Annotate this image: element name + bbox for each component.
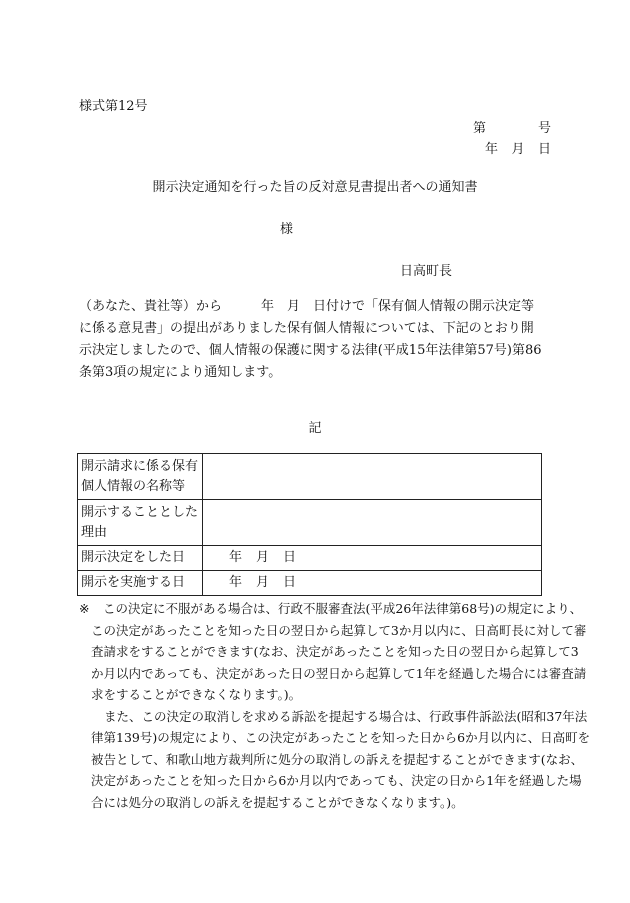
body-line: （あなた、貴社等）から 年 月 日付けで「保有個人情報の開示決定等 bbox=[79, 299, 535, 314]
notes-section bbox=[79, 598, 591, 813]
row-label-line: 理由 bbox=[81, 524, 108, 540]
date-month: 月 bbox=[256, 550, 270, 565]
row-label: 開示を実施する日 bbox=[78, 571, 203, 596]
table-row bbox=[78, 454, 542, 500]
row-date-value bbox=[203, 546, 542, 571]
row-label-line: 開示することとした bbox=[81, 504, 199, 520]
form-number: 様式第12号 bbox=[79, 99, 148, 114]
date-month: 月 bbox=[256, 575, 270, 590]
document-title: 開示決定通知を行った旨の反対意見書提出者への通知書 bbox=[152, 180, 478, 195]
row-value bbox=[203, 500, 542, 546]
note-paragraph bbox=[79, 706, 591, 814]
row-label bbox=[78, 454, 203, 500]
body-line: 示決定しましたので、個人情報の保護に関する法律(平成15年法律第57号)第86 bbox=[79, 343, 542, 358]
body-line: 条第3項の規定により通知します。 bbox=[79, 365, 282, 380]
date-year: 年 bbox=[229, 550, 243, 565]
document-date bbox=[485, 138, 551, 157]
row-label-line: 開示請求に係る保有 bbox=[81, 458, 199, 474]
date-day: 日 bbox=[537, 142, 551, 157]
date-day: 日 bbox=[283, 550, 297, 565]
note-line: 求をすることができなくなります。)。 bbox=[91, 687, 302, 702]
note-line: 被告として、和歌山地方裁判所に処分の取消しの訴えを提起することができます(なお、 bbox=[91, 751, 584, 767]
document-number bbox=[473, 117, 551, 136]
body-paragraph bbox=[79, 296, 551, 384]
note-line: この決定があったことを知った日の翌日から起算して3か月以内に、日高町長に対して審 bbox=[91, 622, 587, 638]
row-value bbox=[203, 454, 542, 500]
note-line: また、この決定の取消しを求める訴訟を提起する場合は、行政事件訴訟法(昭和37年法 bbox=[104, 708, 588, 724]
date-year: 年 bbox=[229, 575, 243, 590]
row-date-value bbox=[203, 571, 542, 596]
note-line: 査請求をすることができます(なお、決定があったことを知った日の翌日から起算して3 bbox=[91, 644, 579, 659]
row-label bbox=[78, 500, 203, 546]
note-line: か月以内であっても、決定があった日の翌日から起算して1年を経過した場合には審査請 bbox=[91, 665, 587, 681]
row-label-line: 個人情報の名称等 bbox=[81, 478, 186, 494]
date-month: 月 bbox=[511, 142, 525, 157]
table-row bbox=[78, 546, 542, 571]
info-table bbox=[77, 453, 542, 596]
date-day: 日 bbox=[283, 575, 297, 590]
body-line: に係る意見書」の提出がありました保有個人情報については、下記のとおり開 bbox=[79, 321, 534, 336]
note-paragraph bbox=[79, 598, 587, 706]
recipient-line: 様 bbox=[280, 222, 294, 237]
table-row bbox=[78, 571, 542, 596]
table-row bbox=[78, 500, 542, 546]
note-mark: ※ bbox=[79, 601, 90, 616]
document-number-suffix: 号 bbox=[537, 121, 551, 136]
note-line: 決定があったことを知った日から6か月以内であっても、決定の日から1年を経過した場 bbox=[91, 773, 582, 788]
note-line: 律第139号)の規定により、この決定があったことを知った日から6か月以内に、日高町を bbox=[91, 730, 591, 745]
date-year: 年 bbox=[485, 142, 499, 157]
row-label: 開示決定をした日 bbox=[78, 546, 203, 571]
note-line: この決定に不服がある場合は、行政不服審査法(平成26年法律第68号)の規定により、 bbox=[103, 601, 583, 616]
note-line: 合には処分の取消しの訴えを提起することができなくなります。)。 bbox=[91, 794, 464, 810]
sender-name: 日高町長 bbox=[400, 264, 453, 279]
ki-heading: 記 bbox=[308, 421, 322, 436]
document-number-prefix: 第 bbox=[473, 121, 487, 136]
